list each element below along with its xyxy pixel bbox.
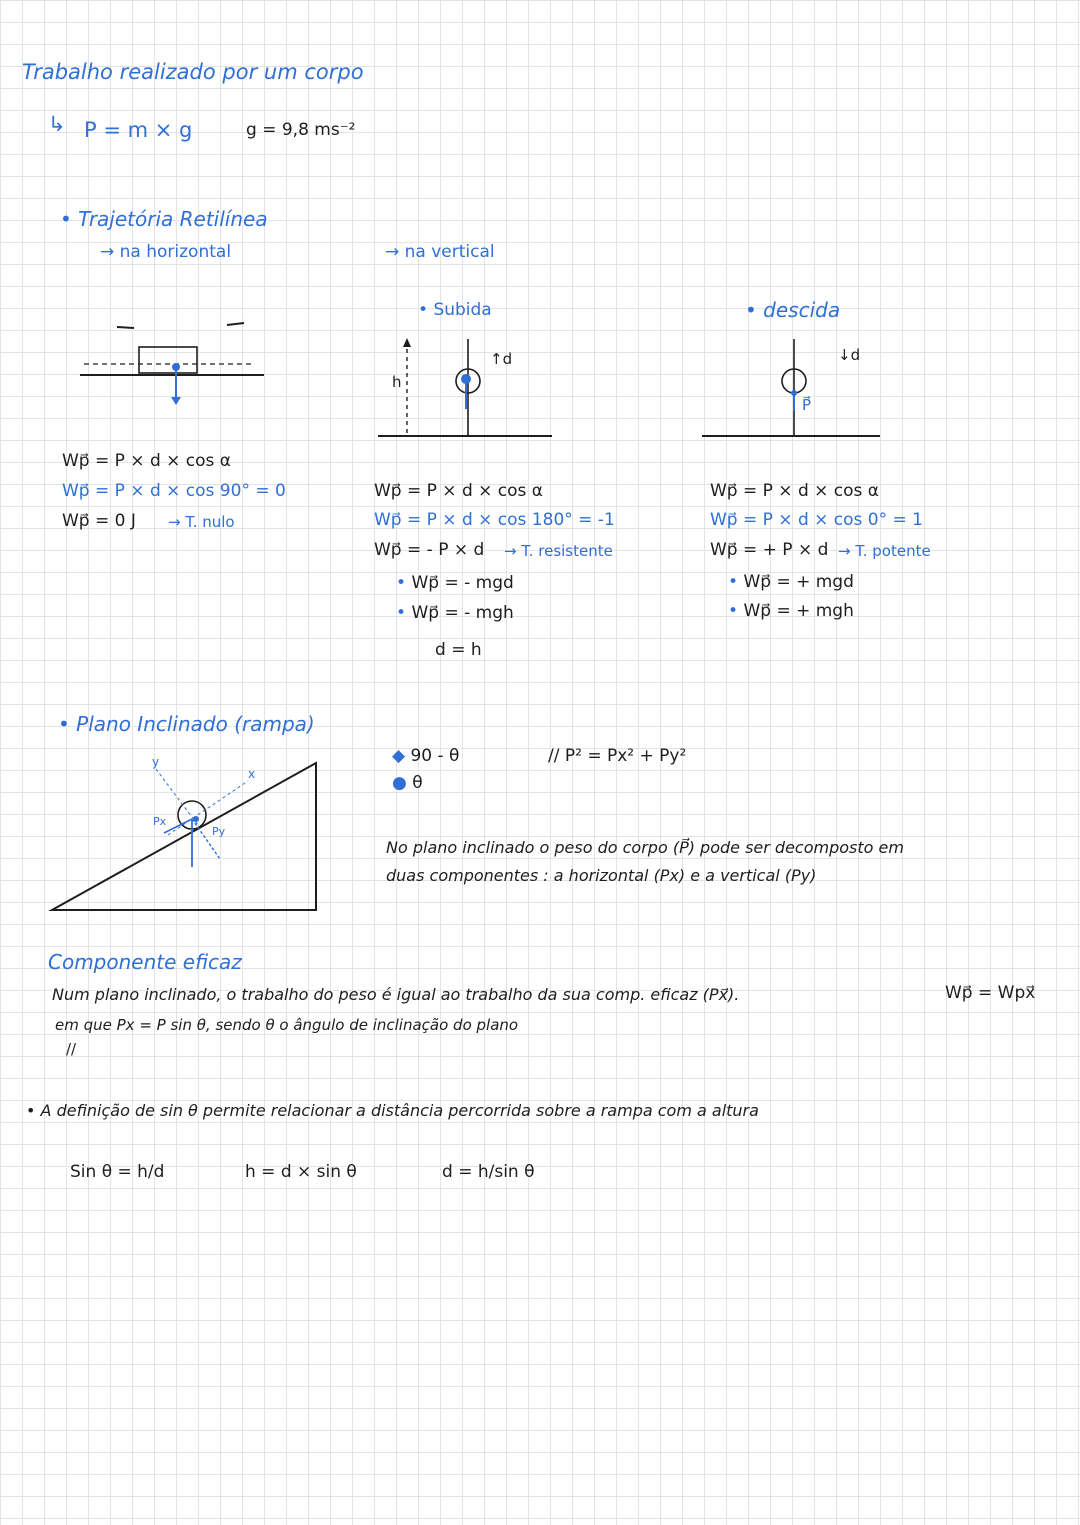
subida-dh: d = h: [435, 640, 482, 660]
descida-eq-2: Wp⃗ = P × d × cos 0° = 1: [710, 510, 923, 530]
componente-eq: Wp⃗ = Wpx⃗: [945, 983, 1036, 1003]
angle-90-theta: ◆ 90 - θ: [392, 746, 460, 766]
section-plano-heading: • Plano Inclinado (rampa): [58, 712, 315, 736]
section-componente-heading: Componente eficaz: [48, 950, 242, 974]
inclined-plane-diagram: [48, 755, 328, 915]
subida-bullet-2: • Wp⃗ = - mgh: [396, 603, 514, 623]
plane-x-label: x: [248, 767, 256, 781]
horizontal-eq-3: Wp⃗ = 0 J: [62, 511, 136, 531]
descida-eq-1: Wp⃗ = P × d × cos α: [710, 481, 880, 501]
plane-px-label: Px: [153, 815, 167, 828]
subida-note: → T. resistente: [504, 542, 613, 560]
angle-theta: ● θ: [392, 773, 423, 793]
descida-diagram: [700, 335, 890, 445]
horizontal-eq-1: Wp⃗ = P × d × cos α: [62, 451, 232, 471]
descida-d-label: ↓d: [838, 346, 861, 364]
plane-py-label: Py: [212, 825, 226, 838]
componente-mark: //: [66, 1040, 77, 1058]
page-title: Trabalho realizado por um corpo: [22, 60, 364, 84]
descida-p-label: P⃗: [802, 396, 812, 414]
horizontal-eq-2: Wp⃗ = P × d × cos 90° = 0: [62, 481, 286, 501]
componente-line-1: Num plano inclinado, o trabalho do peso é igual ao trabalho da sua comp. eficaz (Px⃗).: [52, 985, 740, 1004]
vertical-label: → na vertical: [385, 242, 495, 262]
sin-eq-1: Sin θ = h/d: [70, 1162, 165, 1182]
gravity-value: g = 9,8 ms⁻²: [246, 120, 356, 140]
sin-eq-2: h = d × sin θ: [245, 1162, 357, 1182]
hook-arrow: ↳: [48, 112, 66, 136]
plane-description-1: No plano inclinado o peso do corpo (P⃗) pode ser decomposto em: [386, 838, 904, 857]
horizontal-label: → na horizontal: [100, 242, 232, 262]
descida-eq-3: Wp⃗ = + P × d: [710, 540, 829, 560]
horizontal-note: → T. nulo: [168, 513, 235, 531]
pythagoras-eq: // P² = Px² + Py²: [548, 746, 687, 766]
subida-d-label: ↑d: [490, 350, 513, 368]
descida-note: → T. potente: [838, 542, 931, 560]
descida-label: • descida: [745, 298, 841, 322]
horizontal-diagram: [72, 315, 282, 405]
section-trajetoria-heading: • Trajetória Retilínea: [60, 207, 268, 231]
sin-eq-3: d = h/sin θ: [442, 1162, 535, 1182]
subida-eq-1: Wp⃗ = P × d × cos α: [374, 481, 544, 501]
subida-eq-2: Wp⃗ = P × d × cos 180° = -1: [374, 510, 615, 530]
subida-eq-3: Wp⃗ = - P × d: [374, 540, 485, 560]
descida-bullet-1: • Wp⃗ = + mgd: [728, 572, 854, 592]
plane-y-label: y: [152, 755, 160, 769]
sin-definition-text: • A definição de sin θ permite relacionar a distância percorrida sobre a rampa com a altura: [26, 1101, 759, 1120]
subida-label: • Subida: [418, 300, 492, 320]
weight-formula: P = m × g: [84, 118, 193, 142]
subida-bullet-1: • Wp⃗ = - mgd: [396, 573, 514, 593]
plane-description-2: duas componentes : a horizontal (Px) e a vertical (Py): [386, 866, 817, 885]
subida-h-label: h: [392, 373, 402, 391]
descida-bullet-2: • Wp⃗ = + mgh: [728, 601, 854, 621]
componente-line-2: em que Px = P sin θ, sendo θ o ângulo de inclinação do plano: [55, 1016, 519, 1034]
